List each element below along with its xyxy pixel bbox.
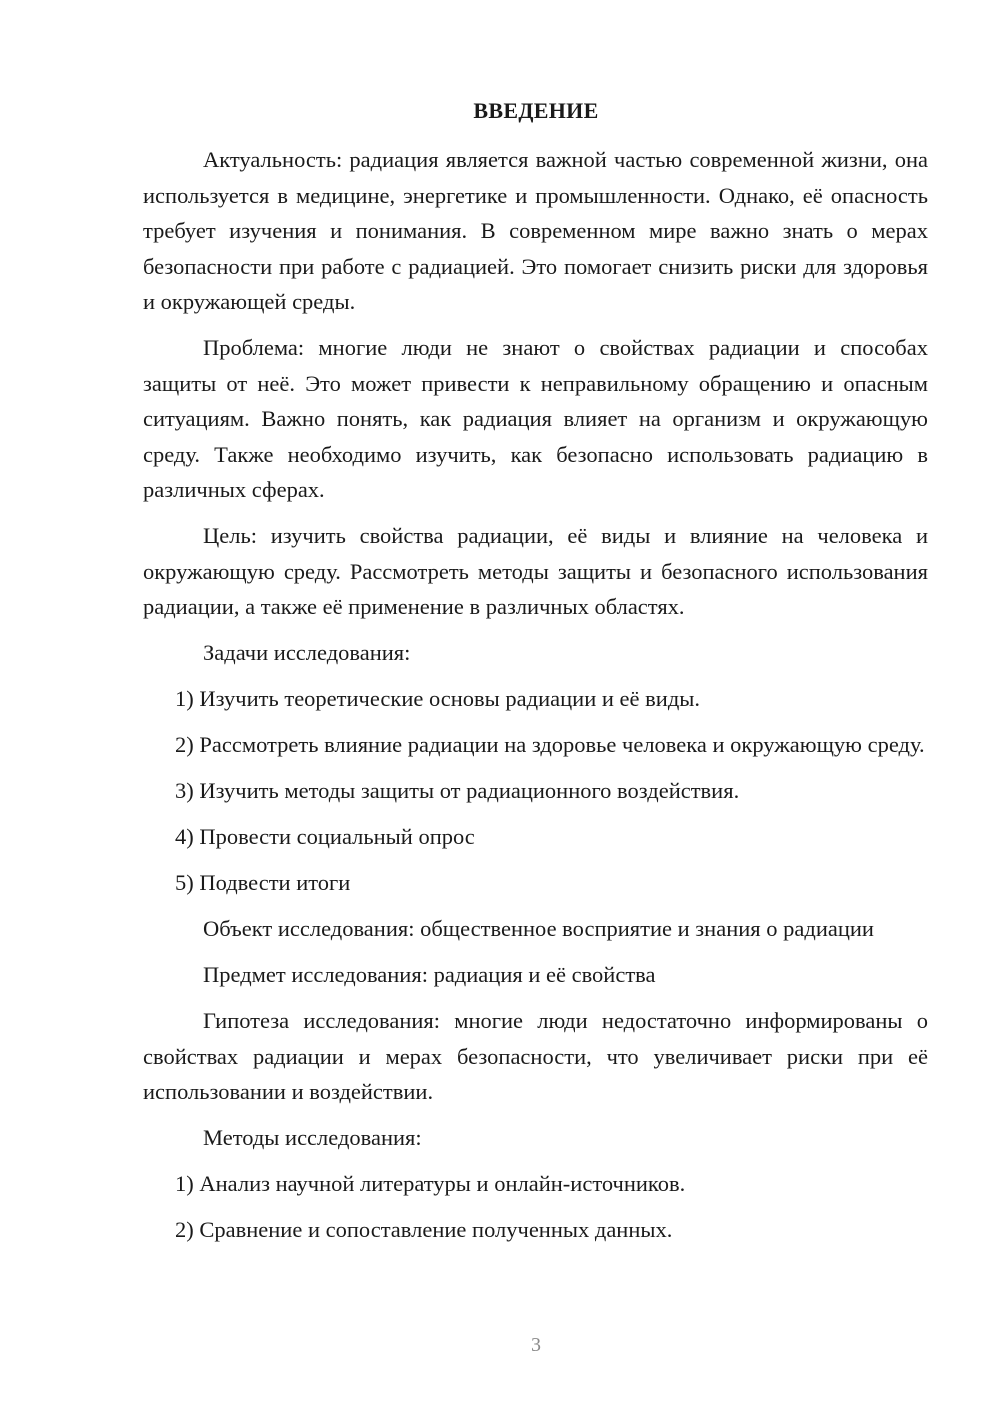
paragraph-relevance: Актуальность: радиация является важной частью современной жизни, она используется в медицине, энергетике и промышленности. Однако, её опасность требует изучения и понимания. В современном мире важно знать о мерах безопасности при работе с радиацией. Это помогает снизить риски для здоровья и окружающей среды. [143, 147, 928, 314]
task-item-2: 2) Рассмотреть влияние радиации на здоровье человека и окружающую среду. [175, 732, 925, 757]
methods-heading: Методы исследования: [203, 1125, 422, 1150]
paragraph-goal: Цель: изучить свойства радиации, её виды и влияние на человека и окружающую среду. Рассмотреть методы защиты и безопасного использования радиации, а также её применение в различных областях. [143, 523, 928, 619]
body-text [143, 142, 928, 1258]
paragraph-problem: Проблема: многие люди не знают о свойствах радиации и способах защиты от неё. Это может привести к неправильному обращению и опасным ситуациям. Важно понять, как радиация влияет на организм и окружающую среду. Также необходимо изучить, как безопасно использовать радиацию в различных сферах. [143, 335, 928, 502]
task-item-5: 5) Подвести итоги [175, 870, 351, 895]
task-item-4: 4) Провести социальный опрос [175, 824, 475, 849]
paragraph-subject: Предмет исследования: радиация и её свойства [203, 962, 656, 987]
paragraph-object: Объект исследования: общественное восприятие и знания о радиации [203, 916, 874, 941]
page-number: 3 [531, 1334, 541, 1356]
method-item-1: 1) Анализ научной литературы и онлайн-источников. [175, 1171, 686, 1196]
task-item-1: 1) Изучить теоретические основы радиации и её виды. [175, 686, 701, 711]
task-item-3: 3) Изучить методы защиты от радиационного воздействия. [175, 778, 740, 803]
tasks-heading: Задачи исследования: [203, 640, 411, 665]
paragraph-hypothesis: Гипотеза исследования: многие люди недостаточно информированы о свойствах радиации и мерах безопасности, что увеличивает риски при её использовании и воздействии. [143, 1008, 928, 1104]
method-item-2: 2) Сравнение и сопоставление полученных данных. [175, 1217, 673, 1242]
section-title: ВВЕДЕНИЕ [473, 98, 599, 123]
